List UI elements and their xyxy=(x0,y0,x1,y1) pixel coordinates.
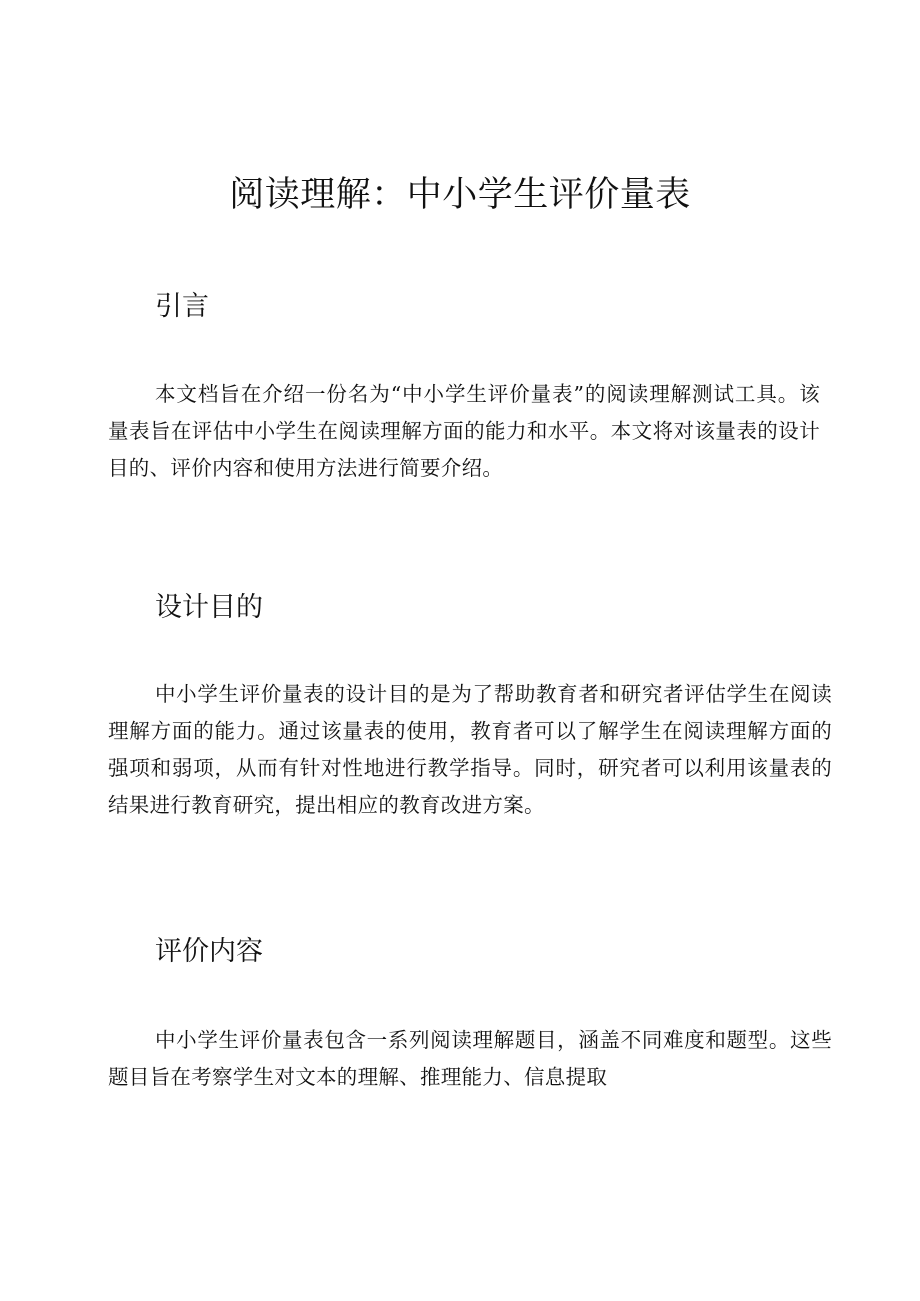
section-heading-evaluation-content: 评价内容 xyxy=(155,936,263,967)
section-body-evaluation-content: 中小学生评价量表包含一系列阅读理解题目，涵盖不同难度和题型。这些题目旨在考察学生对文本的理解、推理能力、信息提取 xyxy=(108,1028,832,1089)
section-body-design-purpose: 中小学生评价量表的设计目的是为了帮助教育者和研究者评估学生在阅读理解方面的能力。通过该量表的使用，教育者可以了解学生在阅读理解方面的强项和弱项，从而有针对性地进行教学指导。同时，研究者可以利用该量表的结果进行教育研究，提出相应的教育改进方案。 xyxy=(108,682,832,817)
section-heading-introduction: 引言 xyxy=(155,291,209,322)
section-heading-design-purpose: 设计目的 xyxy=(155,592,263,623)
section-body-introduction: 本文档旨在介绍一份名为“中小学生评价量表”的阅读理解测试工具。该量表旨在评估中小学生在阅读理解方面的能力和水平。本文将对该量表的设计目的、评价内容和使用方法进行简要介绍。 xyxy=(108,382,820,480)
document-title: 阅读理解：中小学生评价量表 xyxy=(229,175,691,215)
